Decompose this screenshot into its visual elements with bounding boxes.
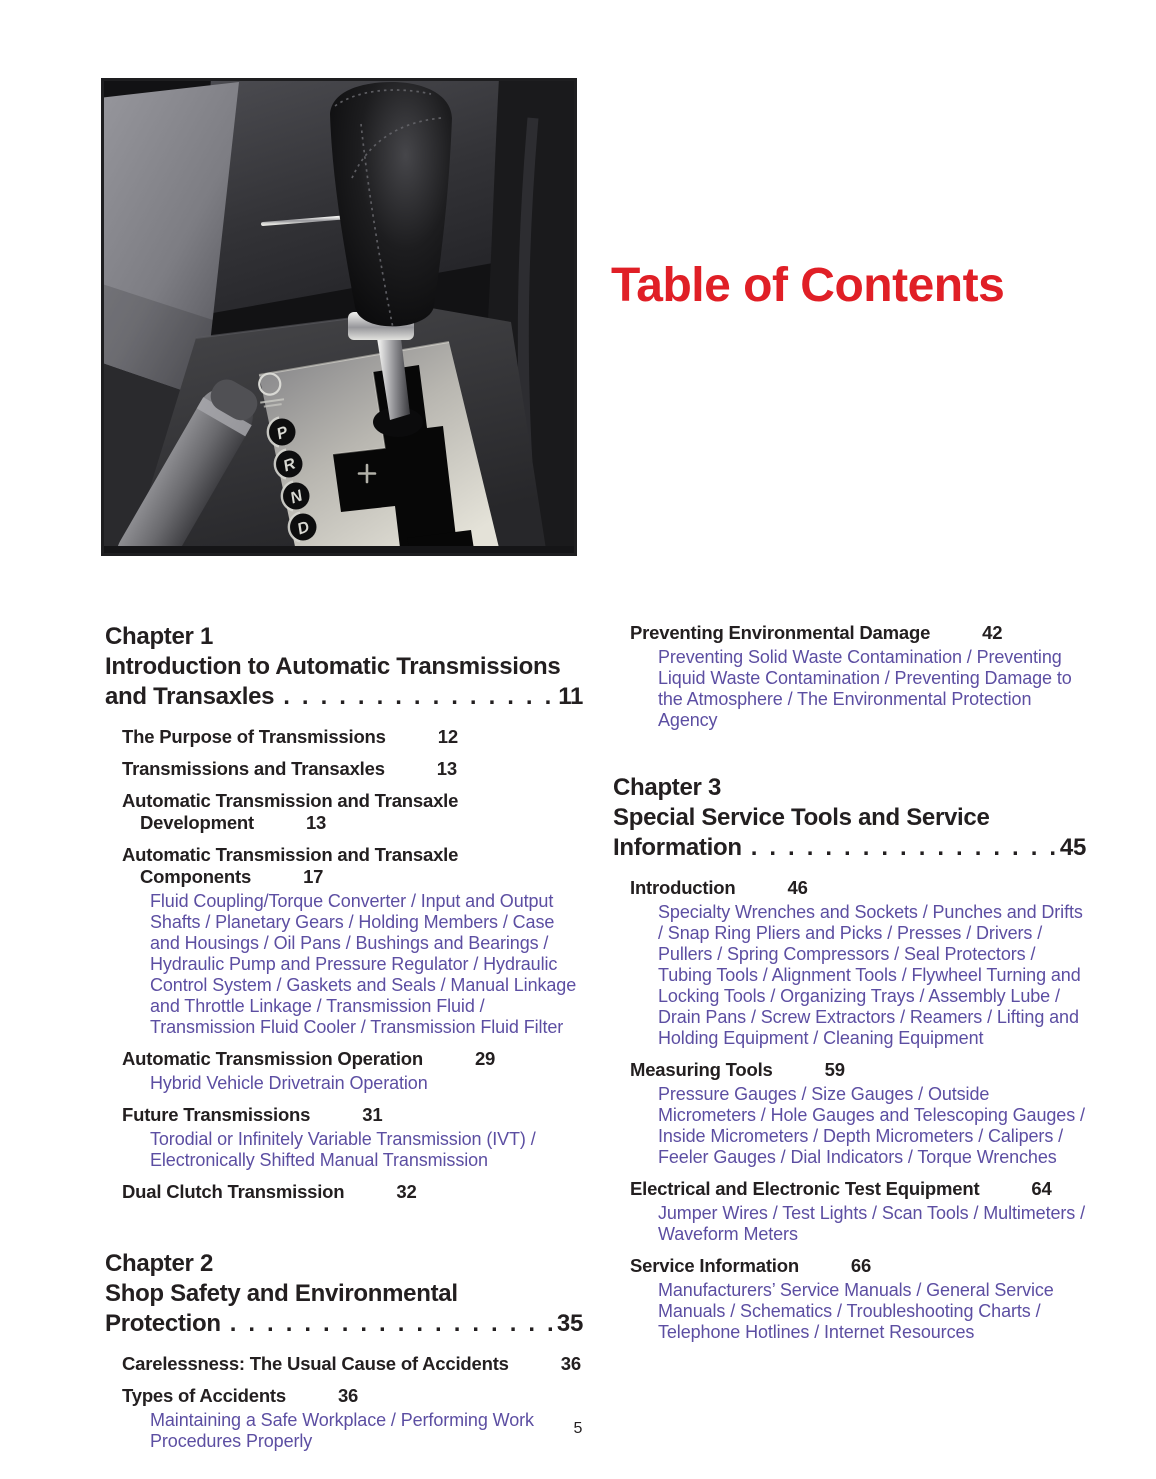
chapter-3-entries [613,877,1086,1343]
chapter-title-text: Information [613,834,742,861]
entry-label-line1: Automatic Transmission and Transaxle [122,790,459,811]
chapter-2-continued-entries [613,622,1086,731]
entry-subtopics: Specialty Wrenches and Sockets / Punches and Drifts / Snap Ring Pliers and Picks / Presses / Drivers / Pullers / Spring Compressors / Seal Protectors / Tubing Tools / Alignment Tools / Flywheel Turning and Locking Tools / Organizing Trays / Assembly Lube / Drain Pans / Screw Extractors / Reamers / Lifting and Holding Equipment / Cleaning Equipment [658,902,1083,1048]
toc-entry [105,726,583,748]
entry-label: Automatic Transmission Operation [122,1048,423,1069]
entry-label: Preventing Environmental Damage [630,622,931,643]
chapter-title-last-line [613,833,1086,863]
entry-label-line2: Components [140,866,252,887]
entry-subtopics: Fluid Coupling/Torque Converter / Input and Output Shafts / Planetary Gears / Holding Members / Case and Housings / Oil Pans / Bushings and Bearings / Hydraulic Pump and Pressure Regulator / Hydraulic Control System / Gaskets and Seals / Manual Linkage and Throttle Linkage / Transmission Fluid / Transmission Fluid Cooler / Transmission Fluid Filter [150,891,577,1037]
toc-entry [105,758,583,780]
toc-entry [105,790,583,834]
chapter-title-last-line [105,682,583,712]
entry-page-number: 12 [437,726,458,747]
toc-entry [105,1181,583,1203]
entry-page-number: 36 [337,1385,359,1406]
gear-shifter-photo [101,78,577,556]
chapter-1-entries [105,726,583,1203]
entry-label: Dual Clutch Transmission [122,1181,345,1202]
chapter-label: Chapter 3 [613,774,721,801]
folio-page-number: 5 [573,1420,583,1437]
toc-entry [613,1178,1086,1245]
entry-page-number: 64 [1031,1178,1052,1199]
chapter-label: Chapter 1 [105,623,213,650]
entry-page-number: 13 [305,812,327,833]
chapter-title-line: Special Service Tools and Service [613,804,990,831]
toc-column-right [613,622,1086,1353]
entry-label-line2: Development [140,812,254,833]
entry-label: Carelessness: The Usual Cause of Accidents [122,1353,509,1374]
chapter-title-last-line [105,1309,583,1339]
entry-subtopics: Manufacturers’ Service Manuals / General Service Manuals / Schematics / Troubleshooting Charts / Telephone Hotlines / Internet Resources [658,1280,1054,1342]
chapter-1-section [105,622,583,1203]
entry-page-number: 36 [560,1353,581,1374]
entry-page-number: 13 [436,758,457,779]
entry-page-number: 32 [396,1181,417,1202]
chapter-page-number: 35 [556,1310,583,1337]
dot-leader [283,682,554,712]
gear-letter-p: P [274,423,291,444]
toc-entry [613,1255,1086,1343]
toc-entry [613,877,1086,1049]
toc-entry [105,1048,583,1094]
entry-label: The Purpose of Transmissions [122,726,386,747]
entry-label: Electrical and Electronic Test Equipment [630,1178,980,1199]
dot-leader [751,833,1056,863]
entry-label: Transmissions and Transaxles [122,758,385,779]
entry-page-number: 17 [303,866,324,887]
chapter-label: Chapter 2 [105,1250,213,1277]
entry-page-number: 42 [982,622,1003,643]
entry-subtopics: Jumper Wires / Test Lights / Scan Tools / Multimeters / Waveform Meters [658,1203,1085,1244]
page-title: Table of Contents [611,259,1005,312]
chapter-page-number: 11 [558,683,583,710]
toc-entry [105,1104,583,1171]
entry-page-number: 66 [850,1255,872,1276]
gear-letter-r: R [281,455,298,476]
chapter-3-section [613,773,1086,1343]
entry-label: Types of Accidents [122,1385,286,1406]
entry-page-number: 59 [824,1059,845,1080]
chapter-title-line: Shop Safety and Environmental [105,1280,458,1307]
entry-label: Service Information [630,1255,799,1276]
entry-label: Measuring Tools [630,1059,773,1080]
chapter-title-text: and Transaxles [105,683,275,710]
entry-page-number: 29 [474,1048,496,1069]
entry-label-line1: Automatic Transmission and Transaxle [122,844,459,865]
entry-page-number: 31 [362,1104,383,1125]
entry-subtopics: Preventing Solid Waste Contamination / Preventing Liquid Waste Contamination / Preventing Damage to the Atmosphere / The Environmental Protection Agency [658,647,1072,730]
gear-letter-d: D [295,518,312,539]
toc-entry [613,622,1086,731]
entry-label: Introduction [630,877,736,898]
chapter-title-text: Protection [105,1310,221,1337]
entry-label: Future Transmissions [122,1104,311,1125]
toc-column-left [105,622,583,1462]
toc-entry [105,844,583,1038]
toc-entry [105,1385,583,1452]
toc-entry [105,1353,583,1375]
entry-subtopics: Hybrid Vehicle Drivetrain Operation [150,1073,428,1093]
chapter-page-number: 45 [1059,834,1086,861]
toc-entry [613,1059,1086,1168]
entry-page-number: 46 [787,877,808,898]
entry-subtopics: Torodial or Infinitely Variable Transmission (IVT) / Electronically Shifted Manual Transmission [150,1129,536,1170]
gear-letter-n: N [288,487,305,508]
dot-leader [230,1309,553,1339]
entry-subtopics: Pressure Gauges / Size Gauges / Outside Micrometers / Hole Gauges and Telescoping Gauges / Inside Micrometers / Depth Micrometers / Calipers / Feeler Gauges / Dial Indicators / Torque Wrenches [658,1084,1085,1167]
chapter-title-line: Introduction to Automatic Transmissions [105,653,561,680]
entry-subtopics: Maintaining a Safe Workplace / Performing Work Procedures Properly [150,1410,534,1451]
